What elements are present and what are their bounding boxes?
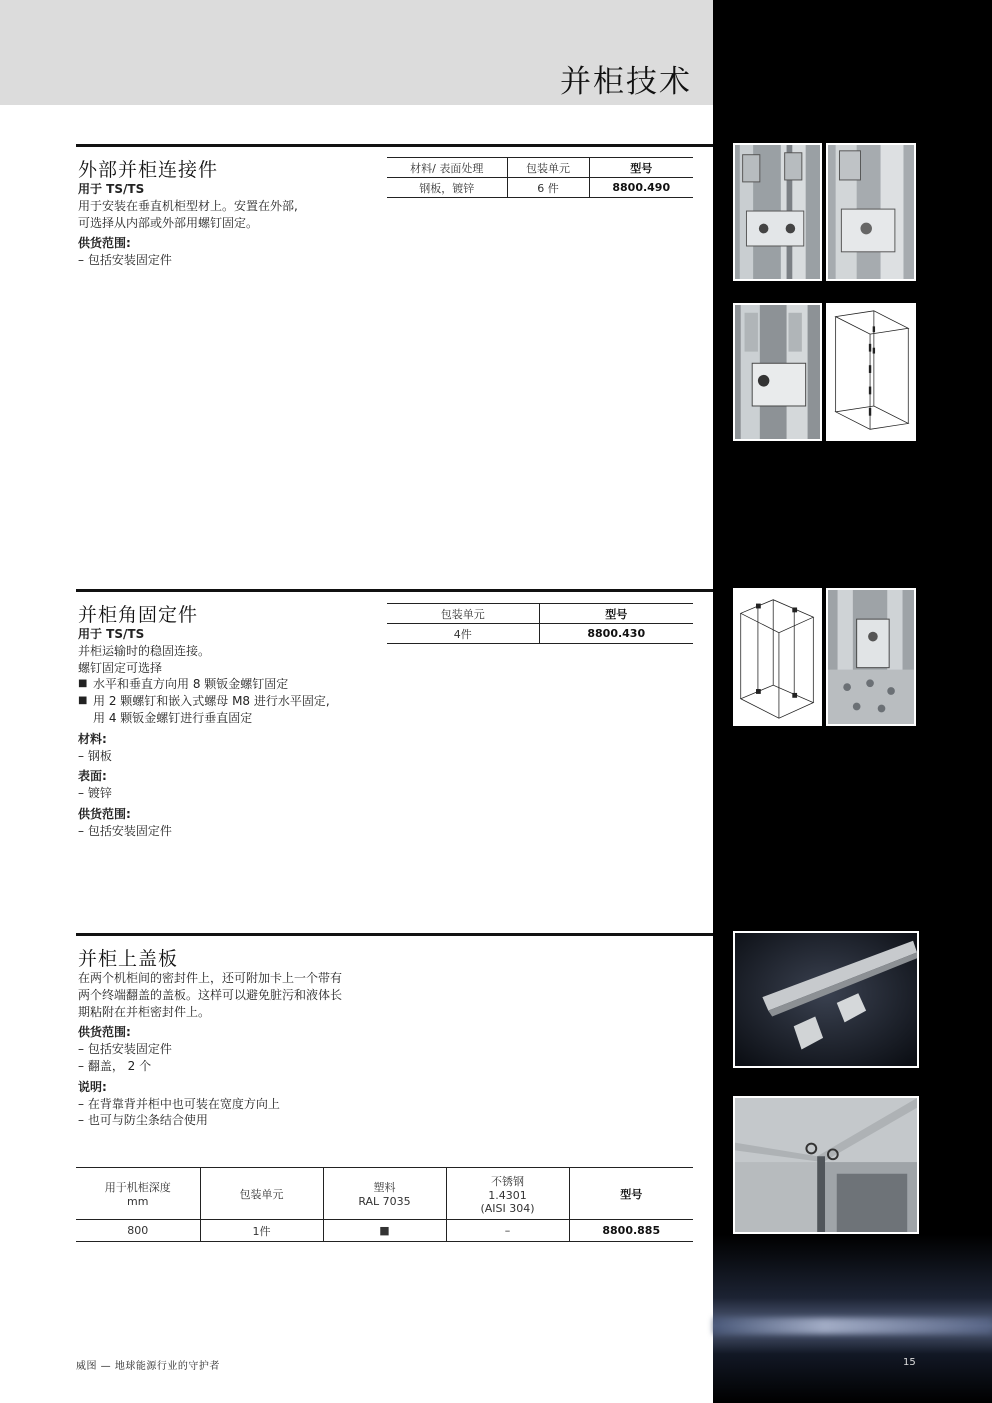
table3-header-model <box>569 1168 693 1220</box>
table3-header-unit <box>200 1168 323 1220</box>
section3-note-item: – 也可与防尘条结合使用 <box>78 1113 208 1128</box>
table3-header-unit-line: 包装单元 <box>239 1187 284 1201</box>
section3-desc-line: 期粘附在并柜密封件上。 <box>78 1004 211 1019</box>
section3-spec-table <box>76 1167 693 1242</box>
table3-header-depth-line: 用于机柜深度 <box>104 1181 171 1194</box>
diagram-cabinet-connector <box>826 303 916 441</box>
section3-note-label: 说明: <box>78 1079 107 1094</box>
section1-spec-table <box>387 157 693 198</box>
section1-title: 外部并柜连接件 <box>78 159 219 181</box>
table1-header-unit: 包装单元 <box>507 158 589 178</box>
section3-desc-line: 两个终端翻盖的盖板。这样可以避免脏污和液体长 <box>78 987 343 1002</box>
section2-desc-line: 并柜运输时的稳固连接。 <box>78 643 211 658</box>
table3-cell-plastic: ■ <box>323 1220 446 1242</box>
section2-surface-value: – 镀锌 <box>78 786 112 801</box>
footer-text: 威图 — 地球能源行业的守护者 <box>76 1361 220 1372</box>
table1-header-model: 型号 <box>589 158 693 178</box>
section1-subtitle: 用于 TS/TS <box>78 182 145 196</box>
table3-header-steel-grade: 1.4301 <box>488 1188 527 1202</box>
table1-cell-model: 8800.490 <box>589 178 693 198</box>
table3-header-depth-unit: mm <box>127 1195 149 1208</box>
section3-scope-item: – 翻盖， 2 个 <box>78 1058 152 1073</box>
section3-scope-label: 供货范围: <box>78 1025 131 1040</box>
table1-cell-material: 钢板，镀锌 <box>387 178 507 198</box>
table3-header-plastic <box>323 1168 446 1220</box>
section-rule-1 <box>76 144 713 147</box>
section2-bullet-cont: 用 4 颗钣金螺钉进行垂直固定 <box>93 710 253 725</box>
section1-scope-label: 供货范围: <box>78 236 131 251</box>
section3-desc-line: 在两个机柜间的密封件上，还可附加卡上一个带有 <box>78 971 343 985</box>
side-panel-glow <box>713 1318 992 1334</box>
section3-title: 并柜上盖板 <box>78 948 179 970</box>
product-photo-connector-1 <box>733 143 822 281</box>
section2-body <box>78 626 378 840</box>
section3-scope-item: – 包括安装固定件 <box>78 1042 172 1057</box>
table3-header-plastic-ral: RAL 7035 <box>358 1195 411 1208</box>
section1-scope-item: – 包括安装固定件 <box>78 253 172 268</box>
section3-note-item: – 在背靠背并柜中也可装在宽度方向上 <box>78 1096 280 1111</box>
section1-body <box>78 181 378 269</box>
table2-header-unit: 包装单元 <box>387 604 539 624</box>
table3-header-model-line: 型号 <box>620 1187 643 1201</box>
section2-surface-label: 表面: <box>78 769 107 784</box>
section1-desc-line: 用于安装在垂直机柜型材上。安置在外部, <box>78 198 298 213</box>
table1-header-material: 材料/ 表面处理 <box>387 158 507 178</box>
table1-cell-unit: 6 件 <box>507 178 589 198</box>
table3-cell-depth: 800 <box>76 1220 200 1242</box>
section-rule-2 <box>76 589 713 592</box>
table3-header-steel-aisi: (AISI 304) <box>480 1201 535 1215</box>
section2-bullet: ■ 用 2 颗螺钉和嵌入式螺母 M8 进行水平固定, <box>78 693 378 710</box>
table3-header-plastic-line: 塑料 <box>373 1181 396 1194</box>
table3-header-depth <box>76 1168 200 1220</box>
table3-cell-model: 8800.885 <box>569 1220 693 1242</box>
page-number: 15 <box>903 1357 916 1368</box>
product-photo-connector-2 <box>826 143 916 281</box>
section2-scope-label: 供货范围: <box>78 806 131 821</box>
section2-material-value: – 钢板 <box>78 748 112 763</box>
table2-cell-model: 8800.430 <box>539 624 693 644</box>
section2-bullet: ■ 水平和垂直方向用 8 颗钣金螺钉固定 <box>78 676 378 693</box>
table3-cell-unit: 1件 <box>200 1220 323 1242</box>
section3-body <box>78 970 378 1129</box>
section-rule-3 <box>76 933 713 936</box>
section2-desc-line: 螺钉固定可选择 <box>78 660 163 675</box>
page-title: 并柜技术 <box>560 64 692 100</box>
section2-material-label: 材料: <box>78 731 107 746</box>
table3-header-steel <box>446 1168 569 1220</box>
table3-cell-steel: – <box>446 1220 569 1242</box>
section2-subtitle: 用于 TS/TS <box>78 627 145 641</box>
table2-cell-unit: 4件 <box>387 624 539 644</box>
section1-desc-line: 可选择从内部或外部用螺钉固定。 <box>78 215 259 230</box>
product-photo-corner-bracket <box>826 588 916 726</box>
section2-scope-item: – 包括安装固定件 <box>78 823 172 838</box>
table2-header-model: 型号 <box>539 604 693 624</box>
product-photo-connector-3 <box>733 303 822 441</box>
diagram-corner-bracket <box>733 588 822 726</box>
product-photo-top-cover-installed <box>733 1096 919 1234</box>
table3-header-steel-line: 不锈钢 <box>491 1174 524 1188</box>
product-photo-top-cover <box>733 931 919 1068</box>
section2-title: 并柜角固定件 <box>78 604 199 626</box>
section2-spec-table <box>387 603 693 644</box>
